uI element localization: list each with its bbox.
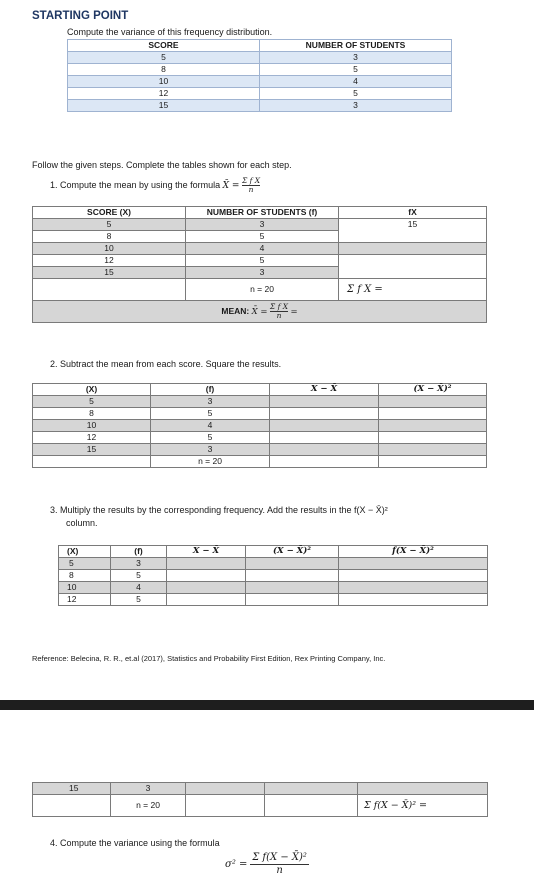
- table-cell: 3: [151, 444, 270, 456]
- step-1-numerator: Σ f X: [241, 176, 261, 185]
- table-cell: 8: [33, 408, 151, 420]
- table-cell: 4: [260, 76, 452, 88]
- header-x: (X): [59, 546, 111, 558]
- table-cell: 8: [68, 64, 260, 76]
- answer-cell[interactable]: [270, 444, 379, 456]
- frequency-table: [67, 39, 452, 112]
- step-1-label: 1. Compute the mean by using the formula: [50, 179, 221, 190]
- answer-cell[interactable]: [379, 420, 487, 432]
- answer-cell[interactable]: [270, 420, 379, 432]
- table-cell: 3: [151, 396, 270, 408]
- answer-cell[interactable]: [379, 396, 487, 408]
- answer-cell[interactable]: [270, 408, 379, 420]
- table-cell: 3: [186, 219, 339, 231]
- header-f: (f): [151, 384, 270, 396]
- empty-cell: [33, 795, 111, 817]
- table-cell: 15: [33, 444, 151, 456]
- table-cell: 3: [111, 558, 167, 570]
- table-cell: 5: [186, 255, 339, 267]
- table-cell: 15: [33, 783, 111, 795]
- fx-cell[interactable]: [339, 243, 487, 255]
- answer-cell[interactable]: [246, 558, 339, 570]
- table-cell: 8: [33, 231, 186, 243]
- instruction-text: Compute the variance of this frequency distribution.: [67, 27, 273, 37]
- mean-formula-lhs: X̄ =: [251, 306, 268, 317]
- table-cell: 3: [260, 52, 452, 64]
- answer-cell[interactable]: [339, 582, 488, 594]
- mean-denominator: n: [276, 311, 282, 320]
- sum-weighted-label: Σ f(X − X̄)² =: [364, 800, 427, 811]
- mean-label: MEAN:: [221, 305, 250, 316]
- step-2-text: 2. Subtract the mean from each score. Square the results.: [50, 359, 282, 369]
- mean-row[interactable]: [33, 301, 487, 323]
- empty-cell: [33, 279, 186, 301]
- answer-cell[interactable]: [186, 783, 265, 795]
- header-fx: fX: [339, 207, 487, 219]
- intro-text: Follow the given steps. Complete the tables shown for each step.: [32, 160, 292, 170]
- table-cell: 5: [33, 396, 151, 408]
- header-score-x: SCORE (X): [33, 207, 186, 219]
- table-cell: 5: [111, 570, 167, 582]
- empty-cell: [270, 456, 379, 468]
- answer-cell[interactable]: [358, 783, 488, 795]
- reference-text: Reference: Belecina, R. R., et.al (2017), Statistics and Probability First Edition, Rex Printing Company, Inc.: [32, 654, 386, 663]
- header-x: (X): [33, 384, 151, 396]
- mean-table: [32, 206, 487, 323]
- table-cell: 12: [33, 432, 151, 444]
- sum-fx[interactable]: [339, 279, 487, 301]
- table-cell: 5: [68, 52, 260, 64]
- header-f: (f): [111, 546, 167, 558]
- deviation-table: [32, 383, 487, 468]
- section-title: STARTING POINT: [32, 10, 129, 22]
- variance-numerator: Σ f(X − X̄)²: [252, 852, 307, 863]
- n-total: n = 20: [151, 456, 270, 468]
- header-squared: (X − X̄)²: [379, 384, 487, 396]
- table-cell: 12: [68, 88, 260, 100]
- answer-cell[interactable]: [270, 432, 379, 444]
- empty-cell: [33, 456, 151, 468]
- answer-cell[interactable]: [339, 570, 488, 582]
- fx-cell[interactable]: [339, 255, 487, 279]
- table-cell: 5: [260, 88, 452, 100]
- variance-lhs: σ² =: [225, 859, 248, 870]
- table-cell: 15: [68, 100, 260, 112]
- answer-cell[interactable]: [379, 408, 487, 420]
- answer-cell[interactable]: [167, 582, 246, 594]
- answer-cell[interactable]: [270, 396, 379, 408]
- header-squared: (X − X̄)²: [246, 546, 339, 558]
- answer-cell[interactable]: [379, 444, 487, 456]
- header-deviation: X − X̄: [167, 546, 246, 558]
- empty-cell: [379, 456, 487, 468]
- header-deviation: X − X̄: [270, 384, 379, 396]
- table-cell: 10: [68, 76, 260, 88]
- mean-numerator: Σ f X: [269, 302, 289, 311]
- table-cell: 5: [260, 64, 452, 76]
- answer-cell[interactable]: [339, 594, 488, 606]
- empty-cell: [265, 795, 358, 817]
- table-cell: 5: [111, 594, 167, 606]
- variance-formula: [225, 852, 309, 877]
- table-cell: 15: [33, 267, 186, 279]
- table-cell: 3: [260, 100, 452, 112]
- sum-weighted[interactable]: [358, 795, 488, 817]
- table-cell: 5: [151, 432, 270, 444]
- table-cell: 5: [186, 231, 339, 243]
- weighted-deviation-table: [58, 545, 488, 606]
- table-cell: 4: [151, 420, 270, 432]
- variance-denominator: n: [276, 865, 283, 876]
- answer-cell[interactable]: [167, 570, 246, 582]
- weighted-deviation-table-continued: [32, 782, 488, 817]
- answer-cell[interactable]: [246, 570, 339, 582]
- table-cell: 3: [186, 267, 339, 279]
- table-cell: 10: [59, 582, 111, 594]
- mean-fraction: [270, 303, 288, 320]
- answer-cell[interactable]: [167, 558, 246, 570]
- header-score: SCORE: [68, 40, 260, 52]
- table-cell: 3: [111, 783, 186, 795]
- header-students-f: NUMBER OF STUDENTS (f): [186, 207, 339, 219]
- table-cell: 5: [33, 219, 186, 231]
- step-1-fraction: [242, 177, 260, 194]
- n-total: n = 20: [111, 795, 186, 817]
- table-cell: 10: [33, 420, 151, 432]
- answer-cell[interactable]: [246, 582, 339, 594]
- answer-cell[interactable]: [379, 432, 487, 444]
- table-cell: 12: [33, 255, 186, 267]
- header-weighted: f(X − X̄)²: [339, 546, 488, 558]
- table-cell: 4: [111, 582, 167, 594]
- step-3-text-cont: column.: [66, 518, 98, 528]
- table-cell: 8: [59, 570, 111, 582]
- answer-cell[interactable]: [167, 594, 246, 606]
- step-1-formula-lhs: X̄ =: [222, 180, 240, 191]
- step-1-denominator: n: [248, 185, 254, 194]
- table-cell: 12: [59, 594, 111, 606]
- sum-fx-label: Σ f X =: [347, 284, 383, 295]
- step-4-text: 4. Compute the variance using the formula: [50, 838, 220, 848]
- table-cell: 10: [33, 243, 186, 255]
- fx-cell[interactable]: 15: [339, 219, 487, 243]
- page-separator: [0, 700, 534, 710]
- empty-cell: [186, 795, 265, 817]
- n-total: n = 20: [186, 279, 339, 301]
- table-cell: 5: [59, 558, 111, 570]
- answer-cell[interactable]: [265, 783, 358, 795]
- table-cell: 4: [186, 243, 339, 255]
- answer-cell[interactable]: [339, 558, 488, 570]
- variance-fraction: [250, 852, 309, 877]
- step-3-text: 3. Multiply the results by the corresponding frequency. Add the results in the f(X − X̄)²: [50, 505, 388, 515]
- table-cell: 5: [151, 408, 270, 420]
- step-1-text: [50, 177, 260, 194]
- header-students: NUMBER OF STUDENTS: [260, 40, 452, 52]
- answer-cell[interactable]: [246, 594, 339, 606]
- mean-equals: =: [290, 306, 298, 317]
